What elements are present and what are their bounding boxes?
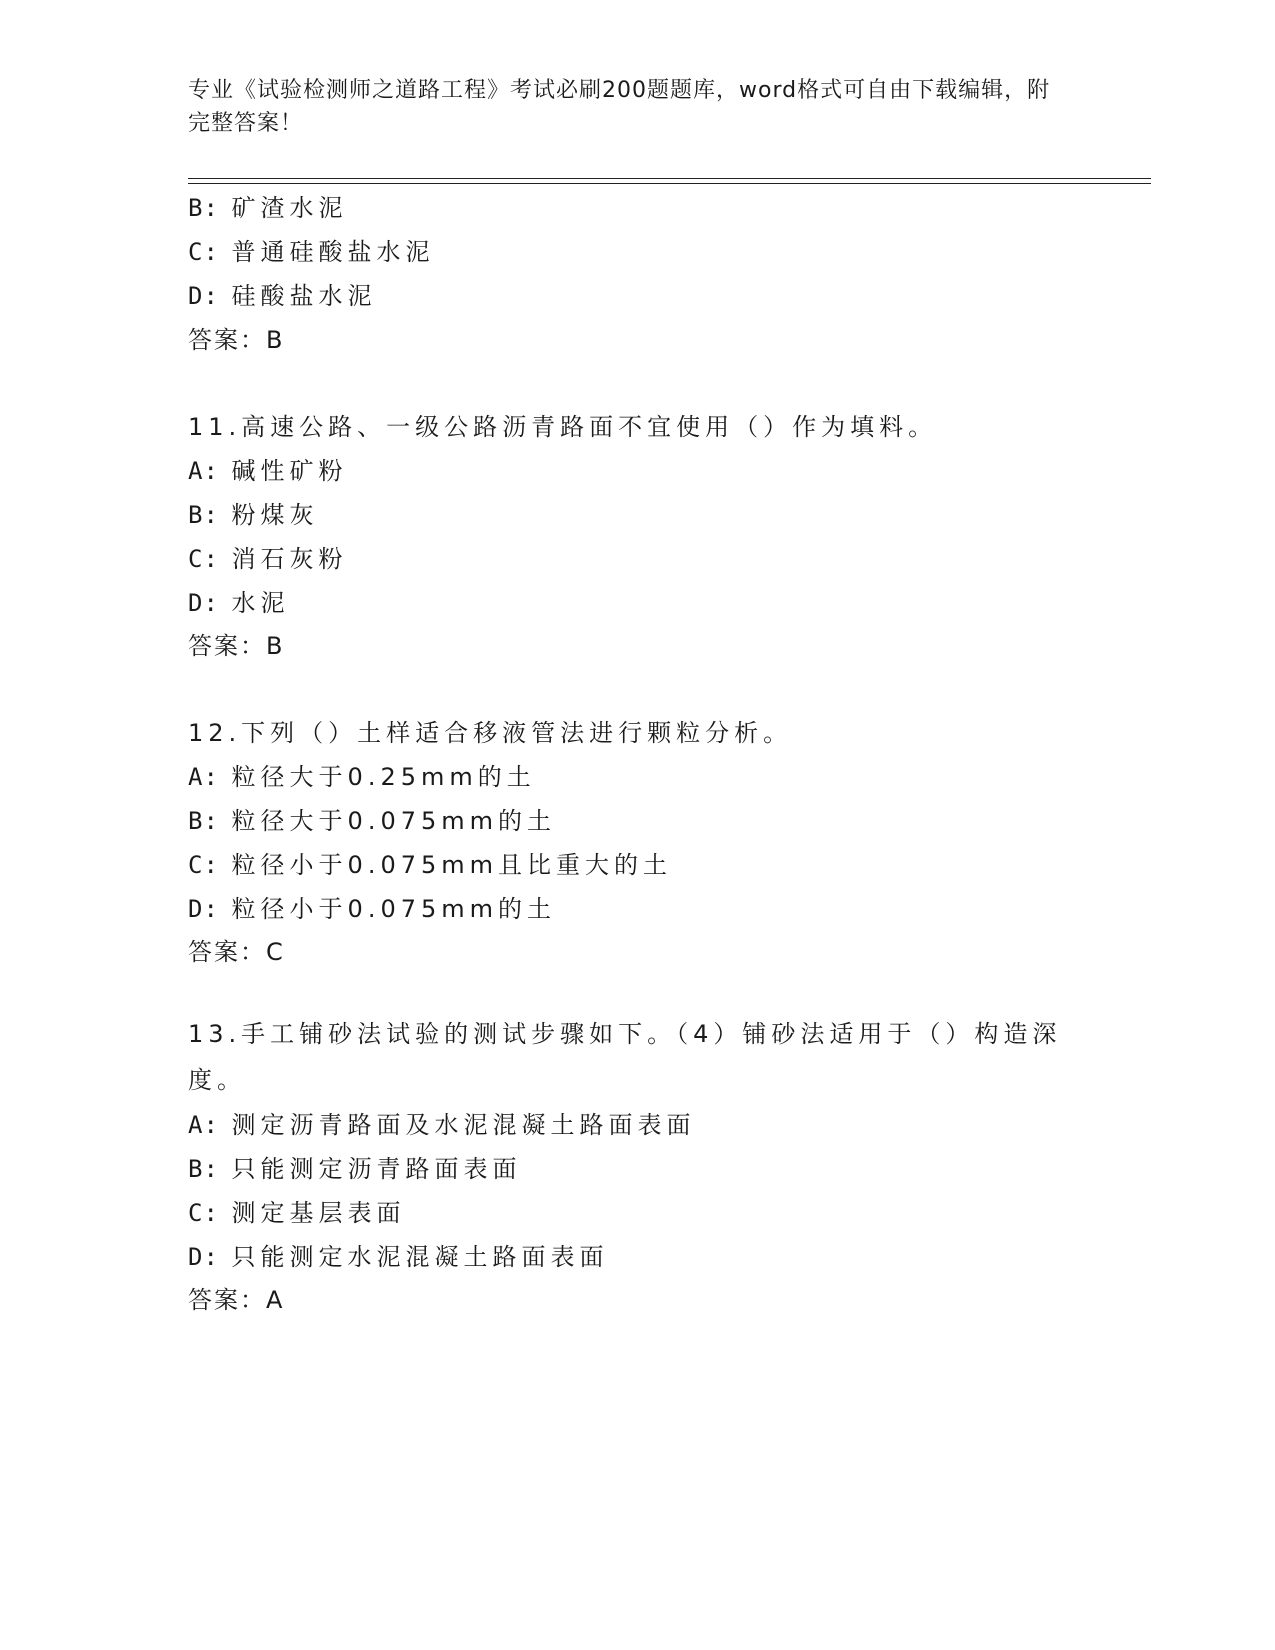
option-letter: D: <box>188 895 219 923</box>
option-text: 粉煤灰 <box>231 501 319 529</box>
option-letter: B: <box>188 501 219 529</box>
document-header: 专业《试验检测师之道路工程》考试必刷200题题库，word格式可自由下载编辑，附完整答案！ <box>188 78 1051 136</box>
option-letter: C: <box>188 851 219 879</box>
option-letter: B: <box>188 194 219 222</box>
option-letter: C: <box>188 1199 219 1227</box>
option-text: 消石灰粉 <box>231 545 348 573</box>
q12-option-c <box>188 849 672 881</box>
option-text: 粒径小于0.075mm的土 <box>231 895 557 923</box>
option-letter: A: <box>188 763 219 791</box>
header-divider-top <box>188 178 1151 179</box>
q13-option-c <box>188 1197 406 1229</box>
option-letter: B: <box>188 1155 219 1183</box>
option-letter: C: <box>188 545 219 573</box>
option-text: 只能测定水泥混凝土路面表面 <box>231 1243 609 1271</box>
option-letter: D: <box>188 589 219 617</box>
option-letter: A: <box>188 457 219 485</box>
question-13-stem: 13.手工铺砂法试验的测试步骤如下。（4）铺砂法适用于（）构造深度。 <box>188 1020 1062 1094</box>
option-letter: A: <box>188 1111 219 1139</box>
q11-option-d <box>188 587 290 619</box>
header-divider-bottom <box>188 183 1151 184</box>
option-text: 粒径大于0.075mm的土 <box>231 807 557 835</box>
q11-option-b <box>188 499 319 531</box>
question-12-stem: 12.下列（）土样适合移液管法进行颗粒分析。 <box>188 719 793 747</box>
prev-option-d <box>188 280 377 312</box>
option-text: 测定沥青路面及水泥混凝土路面表面 <box>231 1111 696 1139</box>
option-letter: D: <box>188 282 219 310</box>
q12-answer: 答案：C <box>188 938 285 966</box>
option-text: 普通硅酸盐水泥 <box>231 238 435 266</box>
option-text: 矿渣水泥 <box>231 194 348 222</box>
prev-option-b <box>188 192 348 224</box>
question-11-stem: 11.高速公路、一级公路沥青路面不宜使用（）作为填料。 <box>188 413 938 441</box>
option-text: 水泥 <box>231 589 290 617</box>
option-text: 粒径大于0.25mm的土 <box>231 763 536 791</box>
prev-option-c <box>188 236 435 268</box>
q13-option-b <box>188 1153 522 1185</box>
option-text: 只能测定沥青路面表面 <box>231 1155 522 1183</box>
q13-option-d <box>188 1241 609 1273</box>
q13-answer: 答案：A <box>188 1286 285 1314</box>
option-text: 粒径小于0.075mm且比重大的土 <box>231 851 673 879</box>
q13-option-a <box>188 1109 696 1141</box>
q12-option-b <box>188 805 556 837</box>
q12-option-d <box>188 893 556 925</box>
prev-answer: 答案：B <box>188 326 285 354</box>
option-letter: D: <box>188 1243 219 1271</box>
option-text: 硅酸盐水泥 <box>231 282 377 310</box>
option-text: 测定基层表面 <box>231 1199 406 1227</box>
q12-option-a <box>188 761 536 793</box>
q11-option-a <box>188 455 348 487</box>
option-letter: C: <box>188 238 219 266</box>
q11-answer: 答案：B <box>188 632 285 660</box>
q11-option-c <box>188 543 348 575</box>
option-letter: B: <box>188 807 219 835</box>
option-text: 碱性矿粉 <box>231 457 348 485</box>
